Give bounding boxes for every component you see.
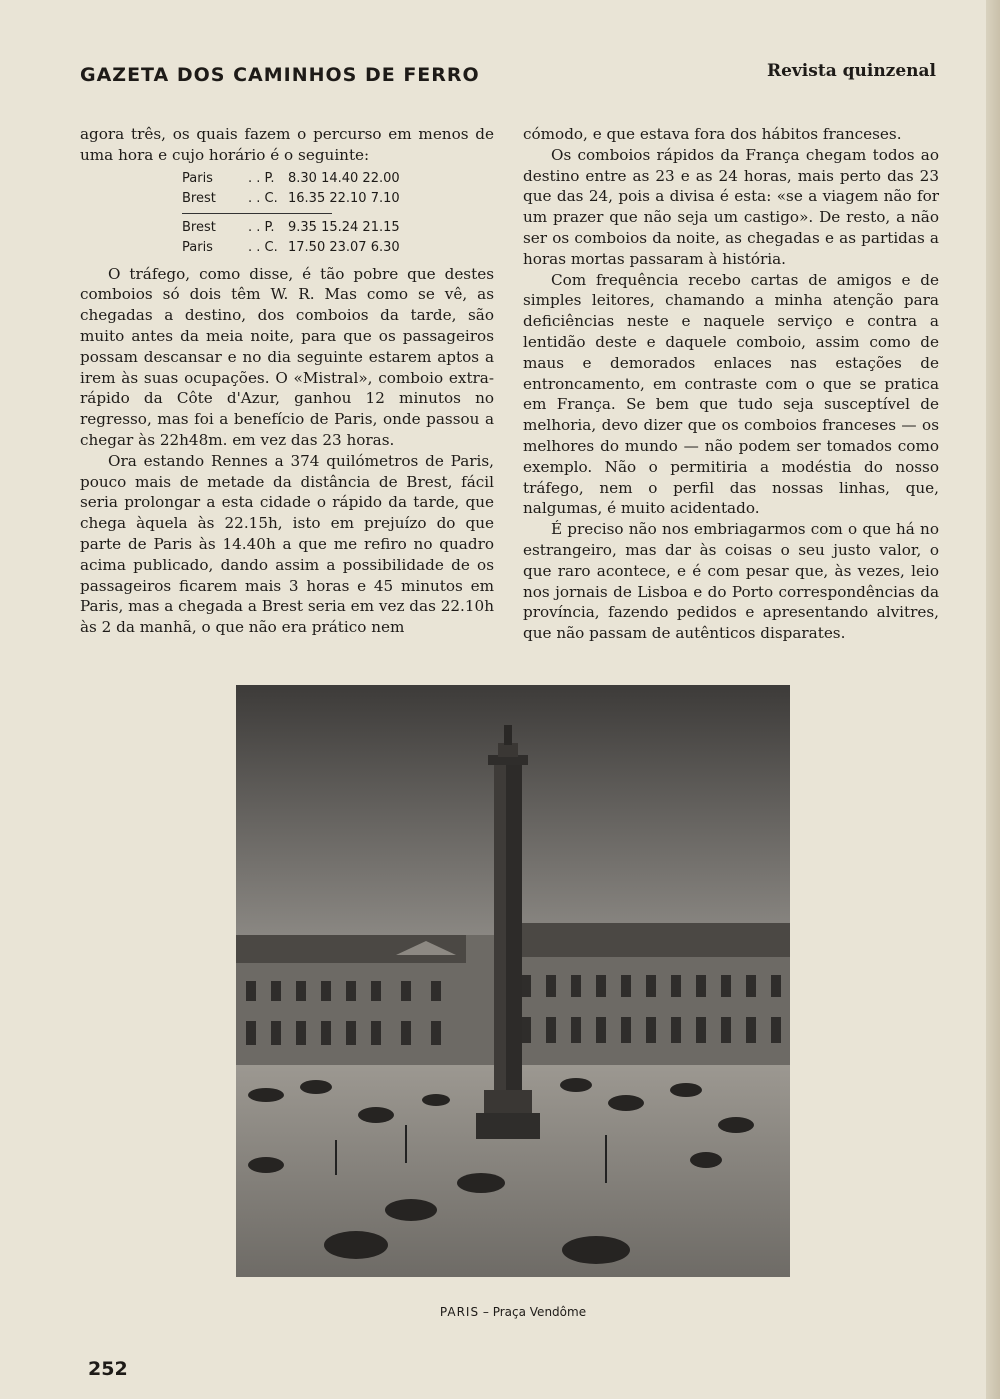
timetable-station: Brest (182, 190, 216, 206)
timetable-row (182, 189, 494, 209)
timetable-station: Paris (182, 239, 213, 255)
timetable-mark: . . C. (248, 239, 278, 255)
timetable-mark: . . P. (248, 170, 275, 186)
body-paragraph: Com frequência recebo cartas de amigos e de simples leitores, chamando a minha atenção para deficiências neste e naquele serviço e contra a lentidão deste e daquele comboio, assim como de maus e demorados enlaces nas estações de entroncamento, em contraste com o que se pratica em França. Se bem que tudo seja susceptível de melhoria, devo dizer que os comboios franceses — os melhores do mundo — não podem ser tomados como exemplo. Não o permitiria a modéstia do nosso tráfego, nem o perfil das nossas linhas, que, nalgumas, é muito acidentado. (523, 270, 939, 518)
timetable-row (182, 238, 494, 258)
timetable-mark: . . C. (248, 190, 278, 206)
body-paragraph: Os comboios rápidos da França chegam todos ao destino entre as 23 e as 24 horas, mais perto das 23 que das 24, pois a divisa é esta: «se a viagem não for um prazer que não seja um castigo». De resto, a não ser os comboios da noite, as chegadas e as partidas a horas mortas passaram à história. (523, 145, 939, 268)
body-paragraph: Ora estando Rennes a 374 quilómetros de Paris, pouco mais de metade da distância de Brest, fácil seria prolongar a esta cidade o rápido da tarde, que chega àquela às 22.15h, isto em prejuízo do que parte de Paris às 14.40h a que me refiro no quadro acima publicado, dando assim a possibilidade de os passageiros ficarem mais 3 horas e 45 minutos em Paris, mas a chegada a Brest seria em vez das 22.10h às 2 da manhã, o que não era prático nem (80, 451, 494, 637)
intro-paragraph: agora três, os quais fazem o percurso em menos de uma hora e cujo horário é o seguinte: (80, 125, 494, 164)
timetable-times: 8.30 14.40 22.00 (288, 170, 400, 186)
body-paragraph: O tráfego, como disse, é tão pobre que destes comboios só dois têm W. R. Mas como se vê, as chegadas a destino, dos comboios da tarde, são muito antes da meia noite, para que os passageiros possam descansar e no dia seguinte estarem aptos a irem às suas ocupações. O «Mistral», comboio extra-rápido da Côte d'Azur, ganhou 12 minutos no regresso, mas foi a benefício de Paris, onde passou a chegar às 22h48m. em vez das 23 horas. (80, 264, 494, 449)
journal-title: GAZETA DOS CAMINHOS DE FERRO (80, 64, 480, 86)
timetable-row (182, 169, 494, 189)
timetable-station: Brest (182, 219, 216, 235)
timetable-divider (182, 213, 332, 214)
timetable-times: 9.35 15.24 21.15 (288, 219, 400, 235)
journal-subtitle: Revista quinzenal (766, 61, 936, 81)
right-column (523, 124, 939, 644)
body-paragraph: É preciso não nos embriagarmos com o que há no estrangeiro, mas dar às coisas o seu justo valor, o que raro acontece, e é com pesar que, às vezes, leio nos jornais de Lisboa e do Porto correspondências da província, fazendo pedidos e apresentando alvitres, que não passam de autênticos disparates. (523, 520, 939, 643)
body-paragraph: cómodo, e que estava fora dos hábitos franceses. (523, 125, 902, 143)
timetable-row (182, 218, 494, 238)
page-number: 252 (88, 1358, 128, 1380)
caption-place: – Praça Vendôme (482, 1305, 587, 1319)
timetable-times: 17.50 23.07 6.30 (288, 239, 400, 255)
timetable (182, 169, 494, 258)
timetable-mark: . . P. (248, 219, 275, 235)
timetable-station: Paris (182, 170, 213, 186)
timetable-times: 16.35 22.10 7.10 (288, 190, 400, 206)
caption-city: PARIS (439, 1305, 480, 1319)
page-edge (986, 0, 1000, 1399)
photo-caption (236, 1305, 790, 1319)
left-column (80, 124, 494, 638)
photo-place-vendome (236, 685, 790, 1277)
